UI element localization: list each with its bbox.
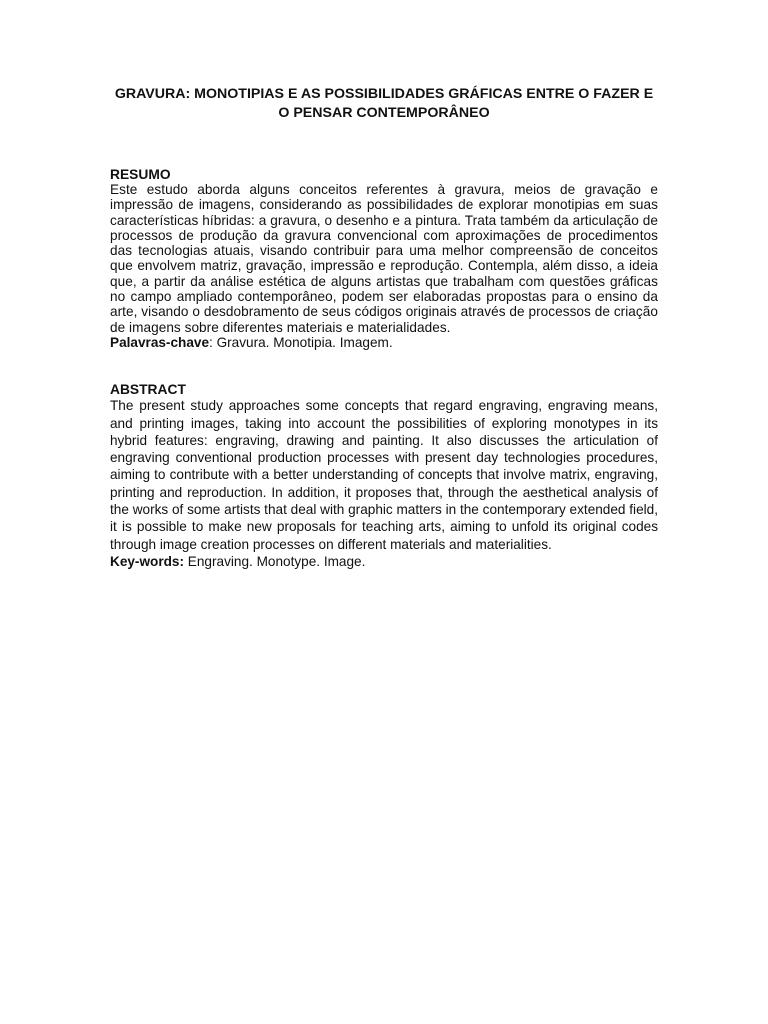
abstract-keywords bbox=[110, 553, 658, 570]
resumo-keywords bbox=[110, 335, 658, 350]
resumo-keywords-value: Gravura. Monotipia. Imagem. bbox=[212, 334, 393, 350]
resumo-section bbox=[110, 167, 658, 350]
document-title: GRAVURA: MONOTIPIAS E AS POSSIBILIDADES GRÁFICAS ENTRE O FAZER E O PENSAR CONTEMPORÂNEO bbox=[114, 86, 654, 121]
resumo-body: Este estudo aborda alguns conceitos referentes à gravura, meios de gravação e impressão de imagens, considerando as possibilidades de explorar monotipias em suas características híbridas: a gravura, o desenho e a pintura. Trata também da articulação de processos de produção da gravura convencional com aproximações de procedimentos das tecnologias atuais, visando contribuir para uma melhor compreensão de conceitos que envolvem matriz, gravação, impressão e reprodução. Contempla, além disso, a ideia que, a partir da análise estética de alguns artistas que trabalham com questões gráficas no campo ampliado contemporâneo, podem ser elaboradas propostas para o ensino da arte, visando o desdobramento de seus códigos originais através de processos de criação de imagens sobre diferentes materiais e materialidades. bbox=[110, 182, 658, 335]
abstract-keywords-value: Engraving. Monotype. Image. bbox=[184, 553, 366, 569]
resumo-keywords-label: Palavras-chave bbox=[110, 334, 210, 350]
document-page bbox=[110, 85, 658, 570]
resumo-heading: RESUMO bbox=[110, 167, 171, 182]
abstract-heading: ABSTRACT bbox=[110, 382, 186, 398]
resumo-keywords-separator: : bbox=[209, 334, 213, 350]
abstract-section bbox=[110, 382, 658, 570]
abstract-keywords-label: Key-words: bbox=[110, 553, 185, 569]
abstract-body: The present study approaches some concepts that regard engraving, engraving means, and printing images, taking into account the possibilities of exploring monotypes in its hybrid features: engraving, drawing and painting. It also discusses the articulation of engraving conventional production processes with present day technologies procedures, aiming to contribute with a better understanding of concepts that involve matrix, engraving, printing and reproduction. In addition, it proposes that, through the aesthetical analysis of the works of some artists that deal with graphic matters in the contemporary extended field, it is possible to make new proposals for teaching arts, aiming to unfold its original codes through image creation processes on different materials and materialities. bbox=[110, 398, 658, 552]
